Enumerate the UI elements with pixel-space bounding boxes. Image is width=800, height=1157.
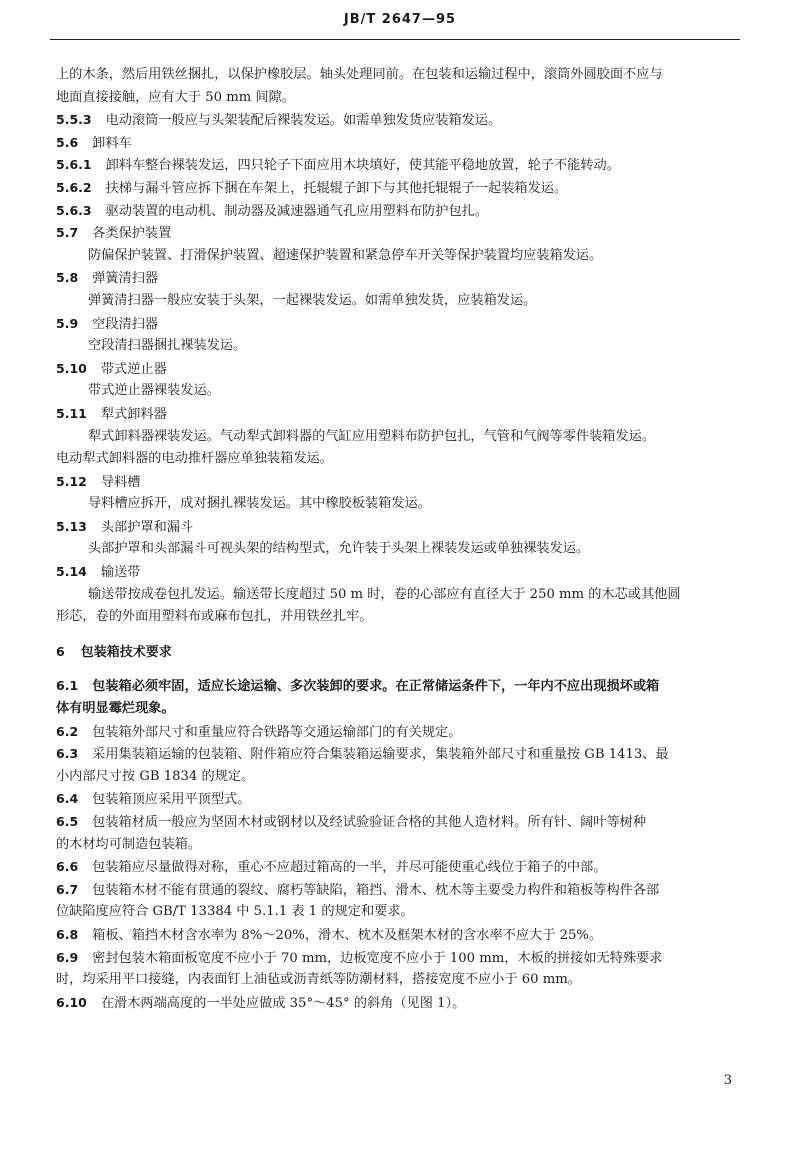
clause-text: 带式逆止器 (100, 361, 167, 377)
clause-6-7 (56, 879, 746, 902)
clause-text: 犁式卸料器裸装发运。气动犁式卸料器的气缸应用塑料布防护包扎，气管和气阀等零件装箱发运。 (88, 428, 656, 444)
clause-text: 体有明显霉烂现象。 (56, 701, 175, 717)
clause-5-6-2 (56, 177, 746, 200)
clause-text: 包装箱材质一般应为坚固木材或钢材以及经试验验证合格的其他人造材料。所有针、阔叶等树种 (92, 815, 647, 830)
section-6-block (56, 675, 746, 1014)
clause-text: 包装箱顶应采用平顶型式。 (92, 792, 251, 808)
clause-5-10 (56, 358, 746, 381)
clause-6-5 (56, 811, 746, 834)
clause-number: 5.6.1 (56, 157, 92, 173)
clause-number: 6.10 (56, 994, 87, 1010)
clause-number: 5.12 (56, 473, 87, 489)
paragraph-line (56, 606, 746, 629)
clause-5-8 (56, 267, 746, 290)
clause-text: 弹簧清扫器一般应安装于头架，一起裸装发运。如需单独发货，应装箱发运。 (88, 292, 537, 308)
paragraph-line (56, 64, 746, 87)
header-rule (50, 39, 740, 40)
clause-text: 包装箱必须牢固，适应长途运输、多次装卸的要求。在正常储运条件下，一年内不应出现损坏或箱 (92, 679, 660, 695)
clause-text: 卸料车整台裸装发运，四只轮子下面应用木块填好，使其能平稳地放置，轮子不能转动。 (105, 158, 620, 174)
clause-text: 包装箱木材不能有贯通的裂纹、腐朽等缺陷，箱挡、滑木、枕木等主要受力构件和箱板等构件各部 (92, 882, 660, 898)
clause-number: 6.6 (56, 859, 79, 875)
clause-text: 空段清扫器 (92, 316, 159, 332)
paragraph-line (56, 448, 746, 471)
paragraph-line (56, 538, 746, 561)
paragraph-line (56, 335, 746, 358)
paragraph-line (56, 698, 746, 721)
clause-text: 地面直接接触，应有大于 50 mm 间隙。 (56, 89, 295, 105)
clause-number: 5.6 (56, 134, 79, 150)
clause-number: 6.8 (56, 926, 79, 942)
paragraph-line (56, 901, 746, 924)
clause-text: 带式逆止器裸装发运。 (88, 383, 220, 399)
clause-number: 6.2 (56, 723, 79, 739)
paragraph-line (56, 969, 746, 992)
paragraph-line (56, 493, 746, 516)
clause-number: 6.5 (56, 814, 79, 829)
clause-text: 位缺陷度应符合 GB/T 13384 中 5.1.1 表 1 的规定和要求。 (56, 904, 414, 920)
paragraph-line (56, 245, 746, 268)
section-5-block (56, 64, 746, 629)
clause-6-1 (56, 675, 746, 698)
clause-number: 6.4 (56, 791, 79, 807)
clause-6-3 (56, 743, 746, 766)
clause-text: 采用集装箱运输的包装箱、附件箱应符合集装箱运输要求，集装箱外部尺寸和重量按 GB 1413、最 (92, 747, 669, 763)
paragraph-line (56, 87, 746, 110)
clause-5-11 (56, 403, 746, 426)
clause-text: 形芯，卷的外面用塑料布或麻布包扎，并用铁丝扎牢。 (56, 609, 373, 625)
clause-number: 5.6.2 (56, 179, 92, 195)
clause-6-8 (56, 924, 746, 947)
clause-5-12 (56, 471, 746, 494)
clause-number: 5.13 (56, 518, 87, 534)
clause-number: 5.6.3 (56, 202, 92, 218)
clause-text: 犁式卸料器 (100, 406, 167, 422)
paragraph-line (56, 290, 746, 313)
clause-text: 导料槽应拆开，成对捆扎裸装发运。其中橡胶板装箱发运。 (88, 496, 431, 512)
clause-text: 包装箱外部尺寸和重量应符合铁路等交通运输部门的有关规定。 (92, 724, 462, 740)
clause-6-2 (56, 721, 746, 744)
clause-text: 扶梯与漏斗管应拆下捆在车架上，托辊辊子卸下与其他托辊辊子一起装箱发运。 (105, 180, 568, 196)
clause-text: 输送带按成卷包扎发运。输送带长度超过 50 m 时，卷的心部应有直径大于 250 mm 的木芯或其他圆 (88, 586, 681, 602)
clause-number: 6.3 (56, 746, 79, 762)
clause-text: 头部护罩和头部漏斗可视头架的结构型式，允许装于头架上裸装发运或单独裸装发运。 (88, 541, 590, 557)
paragraph-line (56, 426, 746, 449)
page-number: 3 (723, 1073, 732, 1088)
clause-5-7 (56, 222, 746, 245)
clause-6-9 (56, 947, 746, 970)
clause-number: 5.14 (56, 564, 87, 580)
clause-6-4 (56, 788, 746, 811)
clause-number: 5.9 (56, 315, 79, 331)
clause-text: 小内部尺寸按 GB 1834 的规定。 (56, 768, 255, 784)
clause-5-14 (56, 561, 746, 584)
clause-text: 的木材均可制造包装箱。 (56, 836, 202, 852)
clause-text: 在滑木两端高度的一半处应做成 35°～45° 的斜角（见图 1）。 (100, 995, 466, 1011)
clause-text: 输送带 (100, 565, 141, 581)
clause-text: 空段清扫器捆扎裸装发运。 (88, 338, 247, 354)
standard-code-header: JB/T 2647—95 (343, 12, 457, 27)
clause-text: 时，均采用平口接缝，内表面钉上油毡或沥青纸等防潮材料，搭接宽度不应小于 60 mm。 (56, 972, 581, 988)
clause-number: 5.8 (56, 270, 79, 286)
clause-text: 密封包装木箱面板宽度不应小于 70 mm，边板宽度不应小于 100 mm，木板的拼接如无特殊要求 (92, 950, 663, 966)
clause-5-6 (56, 132, 746, 155)
clause-text: 防偏保护装置、打滑保护装置、超速保护装置和紧急停车开关等保护装置均应装箱发运。 (88, 247, 603, 263)
paragraph-line (56, 380, 746, 403)
clause-number: 5.10 (56, 360, 87, 376)
clause-number: 5.5.3 (56, 112, 92, 128)
clause-number: 6.1 (56, 678, 79, 694)
clause-text: 驱动装置的电动机、制动器及减速器通气孔应用塑料布防护包扎。 (105, 203, 489, 219)
clause-5-9 (56, 313, 746, 336)
paragraph-line (56, 766, 746, 789)
clause-text: 箱板、箱挡木材含水率为 8%～20%，滑木、枕木及框架木材的含水率不应大于 25%。 (92, 927, 603, 943)
clause-number: 5.11 (56, 405, 87, 421)
clause-text: 电动滚筒一般应与头架装配后裸装发运。如需单独发货应装箱发运。 (105, 113, 502, 129)
clause-6-10 (56, 992, 746, 1015)
clause-text: 导料槽 (100, 474, 141, 490)
clause-6-6 (56, 856, 746, 879)
clause-number: 5.7 (56, 225, 79, 241)
section-number: 6 (56, 643, 65, 659)
clause-text: 弹簧清扫器 (92, 271, 159, 287)
section-6-heading (56, 641, 746, 664)
clause-text: 上的木条，然后用铁丝捆扎，以保护橡胶层。轴头处理同前。在包装和运输过程中，滚筒外圆胶面不应与 (56, 67, 663, 82)
clause-5-5-3 (56, 109, 746, 132)
clause-5-6-1 (56, 154, 746, 177)
paragraph-line (56, 584, 746, 607)
clause-text: 卸料车 (92, 135, 132, 151)
clause-number: 6.7 (56, 881, 79, 897)
clause-text: 包装箱应尽量做得对称，重心不应超过箱高的一半，并尽可能使重心线位于箱子的中部。 (92, 860, 607, 876)
clause-5-13 (56, 516, 746, 539)
clause-text: 电动犁式卸料器的电动推杆器应单独装箱发运。 (56, 451, 333, 467)
clause-5-6-3 (56, 200, 746, 223)
clause-text: 各类保护装置 (92, 226, 172, 242)
section-title: 包装箱技术要求 (80, 644, 172, 660)
clause-number: 6.9 (56, 949, 79, 965)
document-body (56, 64, 746, 1014)
clause-text: 头部护罩和漏斗 (100, 519, 194, 535)
paragraph-line (56, 834, 746, 857)
